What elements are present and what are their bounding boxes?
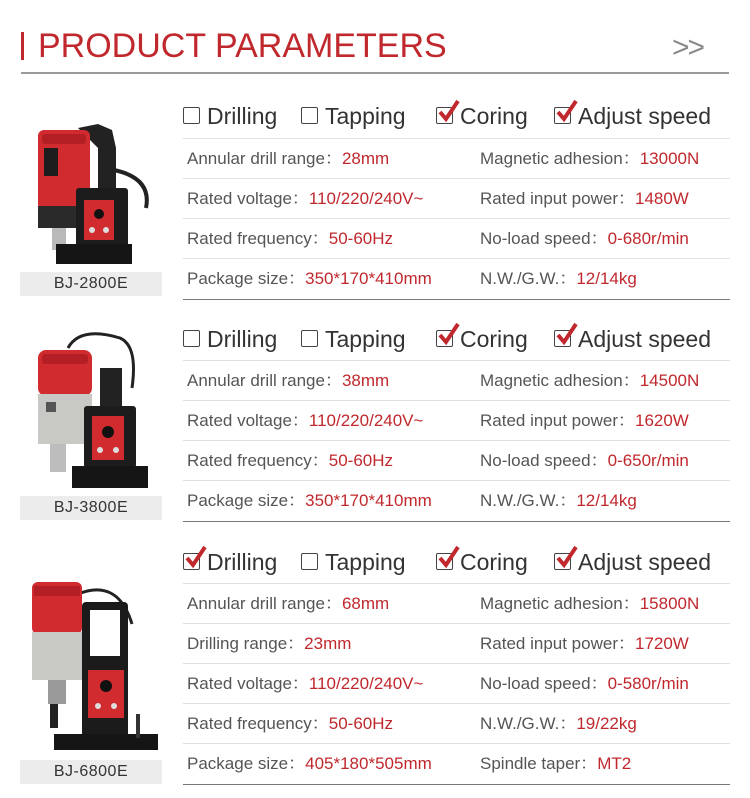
checkbox-unchecked-icon[interactable]: [183, 107, 200, 124]
drill-photo: [20, 574, 163, 754]
model-caption: BJ-3800E: [20, 496, 162, 520]
spec-row: [183, 623, 730, 664]
model-caption: BJ-6800E: [20, 760, 162, 784]
checkbox-checked-icon[interactable]: [436, 107, 453, 124]
spec-row: [183, 258, 730, 300]
spec-cell: Rated voltage：110/220/240V~: [187, 411, 424, 430]
checkbox-checked-icon[interactable]: [436, 330, 453, 347]
spec-cell: N.W./G.W.：12/14kg: [480, 491, 637, 510]
spec-cell: Package size：350*170*410mm: [187, 269, 432, 288]
spec-row: [183, 218, 730, 259]
header-divider: [21, 72, 729, 74]
spec-row: [183, 360, 730, 401]
spec-cell: Annular drill range：68mm: [187, 594, 390, 613]
spec-cell: Rated frequency：50-60Hz: [187, 451, 394, 470]
spec-cell: N.W./G.W.：12/14kg: [480, 269, 637, 288]
feature-checklist: Drilling Tapping Coring Adjust speed: [183, 98, 733, 138]
checkbox-checked-icon[interactable]: [554, 107, 571, 124]
spec-cell: Rated frequency：50-60Hz: [187, 229, 394, 248]
spec-row: [183, 178, 730, 219]
spec-cell: Annular drill range：38mm: [187, 371, 390, 390]
spec-cell: Rated frequency：50-60Hz: [187, 714, 394, 733]
page-title: PRODUCT PARAMETERS: [38, 27, 447, 65]
checkbox-checked-icon[interactable]: [183, 553, 200, 570]
spec-cell: Rated voltage：110/220/240V~: [187, 674, 424, 693]
checkbox-unchecked-icon[interactable]: [301, 107, 318, 124]
spec-cell: Magnetic adhesion：15800N: [480, 594, 700, 613]
spec-cell: Rated voltage：110/220/240V~: [187, 189, 424, 208]
spec-cell: Rated input power：1480W: [480, 189, 689, 208]
spec-cell: Package size：405*180*505mm: [187, 754, 432, 773]
spec-cell: Annular drill range：28mm: [187, 149, 390, 168]
spec-cell: Rated input power：1720W: [480, 634, 689, 653]
spec-row: [183, 583, 730, 624]
spec-row: [183, 138, 730, 179]
spec-row: [183, 743, 730, 785]
drill-photo: [20, 118, 163, 268]
spec-cell: Magnetic adhesion：14500N: [480, 371, 700, 390]
spec-cell: N.W./G.W.：19/22kg: [480, 714, 637, 733]
spec-row: [183, 663, 730, 704]
checkbox-unchecked-icon[interactable]: [301, 330, 318, 347]
model-caption: BJ-2800E: [20, 272, 162, 296]
spec-row: [183, 480, 730, 522]
checkbox-unchecked-icon[interactable]: [301, 553, 318, 570]
more-arrows-icon[interactable]: >>: [672, 31, 704, 64]
spec-cell: Magnetic adhesion：13000N: [480, 149, 700, 168]
feature-checklist: Drilling Tapping Coring Adjust speed: [183, 321, 733, 361]
checkbox-checked-icon[interactable]: [554, 330, 571, 347]
feature-checklist: Drilling Tapping Coring Adjust speed: [183, 544, 733, 584]
spec-cell: Spindle taper：MT2: [480, 754, 632, 773]
spec-cell: No-load speed：0-680r/min: [480, 229, 689, 248]
section-header: [0, 0, 750, 80]
spec-row: [183, 703, 730, 744]
title-accent-bar: [21, 32, 24, 60]
spec-cell: Package size：350*170*410mm: [187, 491, 432, 510]
spec-row: [183, 400, 730, 441]
spec-cell: Rated input power：1620W: [480, 411, 689, 430]
spec-cell: No-load speed：0-650r/min: [480, 451, 689, 470]
checkbox-checked-icon[interactable]: [436, 553, 453, 570]
drill-photo: [20, 328, 163, 493]
checkbox-unchecked-icon[interactable]: [183, 330, 200, 347]
checkbox-checked-icon[interactable]: [554, 553, 571, 570]
spec-cell: Drilling range：23mm: [187, 634, 352, 653]
spec-row: [183, 440, 730, 481]
spec-cell: No-load speed：0-580r/min: [480, 674, 689, 693]
